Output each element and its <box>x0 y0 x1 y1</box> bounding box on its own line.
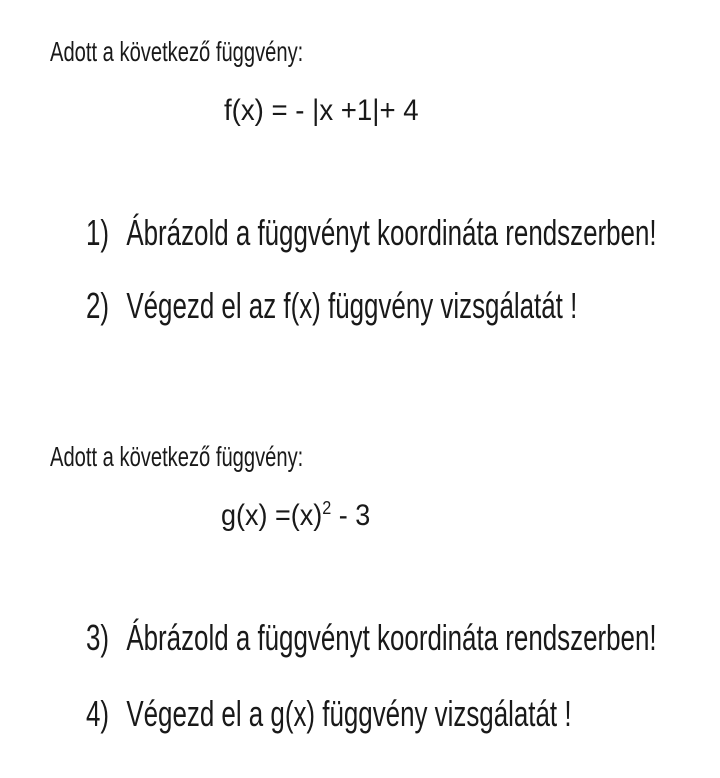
task-item-2 <box>86 286 577 326</box>
formula-f <box>224 94 419 127</box>
formula-f-text: f(x) = - |x +1|+ 4 <box>224 94 419 127</box>
formula-g-superscript: 2 <box>322 498 332 518</box>
task-1-text: Ábrázold a függvényt koordináta rendszerben! <box>126 212 657 253</box>
task-item-4 <box>86 694 572 734</box>
task-3-number: 3) <box>86 617 110 658</box>
task-1-number: 1) <box>86 212 110 253</box>
task-3-text: Ábrázold a függvényt koordináta rendszerben! <box>126 617 657 658</box>
task-4-text: Végezd el a g(x) függvény vizsgálatát ! <box>126 693 572 734</box>
task-4-number: 4) <box>86 693 110 734</box>
formula-g-base: g(x) =(x) <box>221 499 323 532</box>
section-2-heading: Adott a következő függvény: <box>50 441 304 472</box>
formula-g-suffix: - 3 <box>331 499 371 532</box>
task-item-3 <box>86 618 657 658</box>
task-2-number: 2) <box>86 285 110 326</box>
section-1-heading: Adott a következő függvény: <box>50 36 304 67</box>
task-item-1 <box>86 213 657 253</box>
formula-g <box>221 499 370 532</box>
task-2-text: Végezd el az f(x) függvény vizsgálatát ! <box>126 285 578 326</box>
